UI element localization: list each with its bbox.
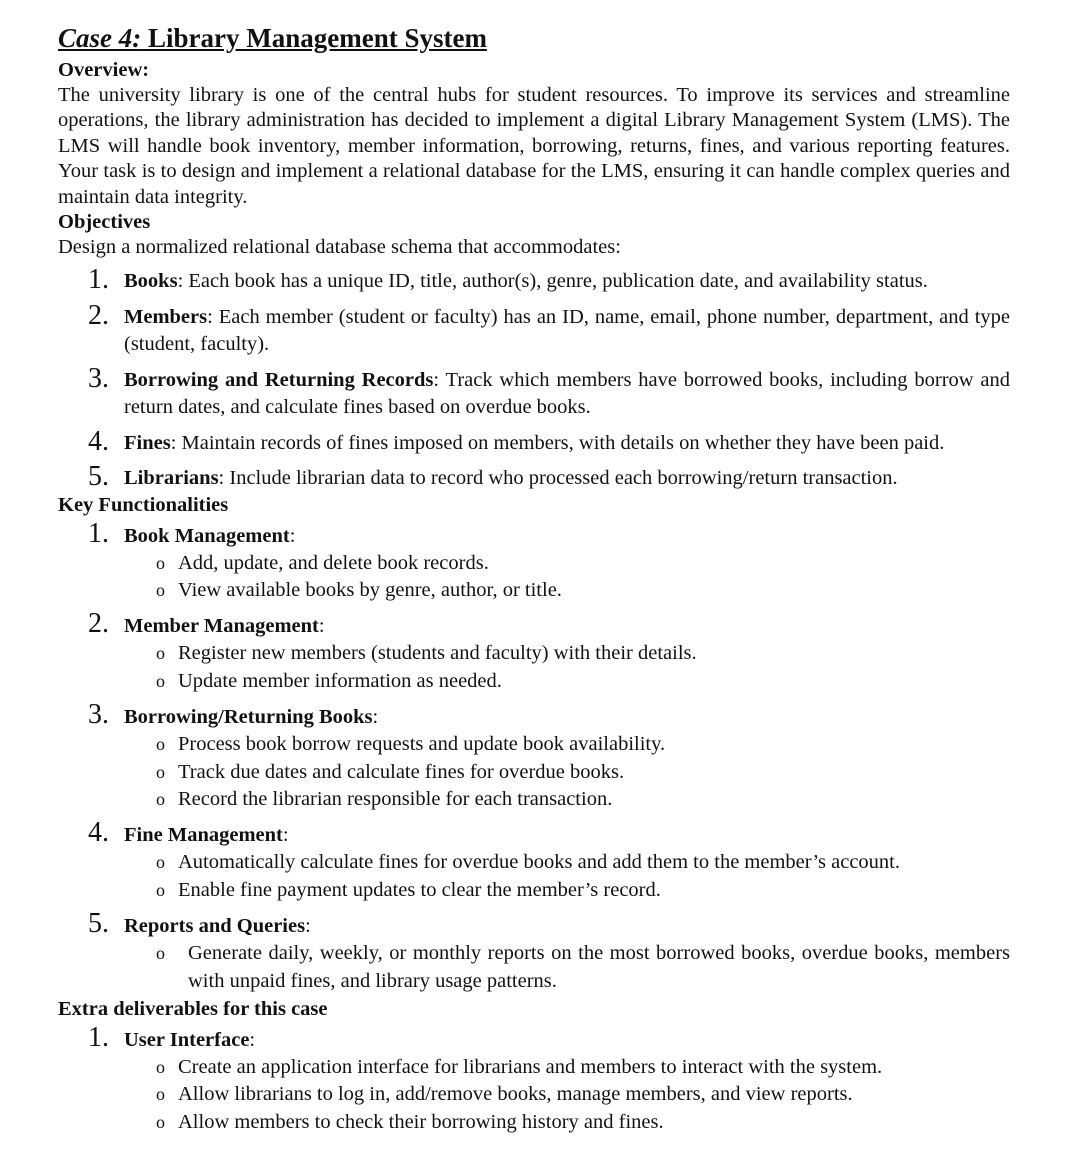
sub-item: [58, 759, 1010, 786]
sub-item-text: Automatically calculate fines for overdue books and add them to the member’s account.: [178, 851, 901, 874]
functionality-sublist: [58, 640, 1010, 695]
objective-text: : Each book has a unique ID, title, author(s), genre, publication date, and availability status.: [177, 270, 928, 293]
sub-item: [58, 668, 1010, 695]
objective-number: 3.: [88, 362, 109, 394]
functionality-colon: :: [289, 524, 296, 547]
sub-item: [58, 1054, 1010, 1081]
functionality-sublist: [58, 849, 1010, 904]
functionality-item: [58, 699, 1010, 813]
extra-term: User Interface: [124, 1029, 250, 1051]
functionality-sublist: [58, 550, 1010, 605]
sub-item-text: Register new members (students and faculty) with their details.: [178, 642, 697, 665]
circle-bullet-icon: o: [156, 670, 165, 691]
circle-bullet-icon: o: [156, 1057, 165, 1077]
sub-item: [58, 1081, 1010, 1108]
sub-item: [58, 731, 1010, 758]
objectives-heading: Objectives: [58, 211, 151, 234]
extras-list: [58, 1022, 1010, 1136]
functionality-term: Book Management: [124, 524, 290, 547]
functionality-colon: :: [282, 824, 289, 847]
circle-bullet-icon: o: [156, 734, 165, 755]
functionality-colon: :: [318, 615, 325, 638]
sub-item: [58, 640, 1010, 667]
functionality-sublist: [58, 940, 1010, 995]
sub-item-text: Enable fine payment updates to clear the member’s record.: [178, 878, 661, 901]
page-title: [58, 18, 1010, 58]
objective-term: Fines: [124, 431, 171, 454]
sub-item-text: Allow librarians to log in, add/remove books, manage members, and view reports.: [178, 1083, 853, 1106]
sub-item: [58, 849, 1010, 876]
key-functionalities-heading: Key Functionalities: [58, 493, 229, 516]
circle-bullet-icon: o: [156, 552, 165, 573]
functionalities-list: [58, 517, 1010, 995]
extra-colon: :: [249, 1029, 256, 1051]
sub-item: [58, 786, 1010, 813]
objective-term: Members: [124, 305, 208, 328]
objective-number: 4.: [88, 425, 109, 457]
sub-item: [58, 877, 1010, 904]
circle-bullet-icon: o: [156, 761, 165, 782]
objective-text: : Include librarian data to record who processed each borrowing/return transaction.: [218, 467, 898, 490]
functionality-colon: :: [305, 915, 311, 938]
objective-item: [58, 264, 1010, 296]
functionality-item: [58, 608, 1010, 695]
functionality-sublist: [58, 731, 1010, 813]
functionality-item: [58, 817, 1010, 904]
sub-item-text: Update member information as needed.: [178, 669, 502, 692]
functionality-item: [58, 908, 1010, 995]
objectives-list: [58, 264, 1010, 493]
objective-text: : Each member (student or faculty) has an ID, name, email, phone number, department, and type (student, faculty).: [124, 305, 1010, 356]
sub-item-text: View available books by genre, author, or title.: [178, 578, 562, 601]
circle-bullet-icon: o: [156, 943, 165, 964]
functionality-number: 4.: [88, 817, 109, 849]
objectives-intro: Design a normalized relational database schema that accommodates:: [58, 236, 621, 259]
sub-item: [58, 577, 1010, 604]
functionality-number: 2.: [88, 608, 109, 640]
functionality-term: Fine Management: [124, 824, 283, 847]
sub-item-text: Process book borrow requests and update book availability.: [178, 733, 666, 756]
sub-item-text: Generate daily, weekly, or monthly reports on the most borrowed books, overdue books, members with unpaid fines, and library usage patterns.: [188, 942, 1010, 992]
objective-item: [58, 299, 1010, 359]
objective-term: Books: [124, 270, 178, 293]
circle-bullet-icon: o: [156, 852, 165, 873]
sub-item: [58, 550, 1010, 577]
objective-item: [58, 425, 1010, 458]
functionality-number: 1.: [88, 517, 109, 549]
circle-bullet-icon: o: [156, 1111, 165, 1132]
sub-item: [58, 1109, 1010, 1136]
objective-term: Borrowing and Returning Records: [124, 368, 434, 391]
objective-item: [58, 461, 1010, 493]
objective-number: 1.: [88, 264, 109, 296]
circle-bullet-icon: o: [156, 879, 165, 900]
circle-bullet-icon: o: [156, 1084, 165, 1105]
functionality-number: 3.: [88, 699, 109, 731]
sub-item-text: Create an application interface for librarians and members to interact with the system.: [178, 1056, 883, 1078]
case-title: Library Management System: [148, 23, 487, 53]
document-page: [58, 18, 1010, 1136]
functionality-term: Member Management: [124, 615, 319, 638]
objective-term: Librarians: [124, 467, 219, 490]
sub-item: [58, 940, 1010, 995]
extra-sublist: [58, 1054, 1010, 1136]
objective-number: 2.: [88, 299, 109, 331]
extra-item: [58, 1022, 1010, 1136]
circle-bullet-icon: o: [156, 579, 165, 600]
circle-bullet-icon: o: [156, 643, 165, 664]
sub-item-text: Record the librarian responsible for each transaction.: [178, 787, 613, 810]
case-label: Case 4:: [58, 23, 142, 53]
extra-number: 1.: [88, 1022, 109, 1053]
overview-paragraph: The university library is one of the central hubs for student resources. To improve its services and streamline operations, the library administration has decided to implement a digital Library Management System (LMS). The LMS will handle book inventory, member information, borrowing, returns, fines, and various reporting features. Your task is to design and implement a relational database for the LMS, ensuring it can handle complex queries and maintain data integrity.: [58, 84, 1010, 208]
functionality-colon: :: [372, 706, 379, 729]
sub-item-text: Track due dates and calculate fines for overdue books.: [178, 760, 625, 783]
circle-bullet-icon: o: [156, 788, 165, 809]
overview-heading: Overview:: [58, 59, 150, 81]
functionality-item: [58, 517, 1010, 605]
extra-deliverables-heading: Extra deliverables for this case: [58, 998, 328, 1020]
functionality-term: Borrowing/Returning Books: [124, 706, 373, 729]
objective-item: [58, 362, 1010, 422]
functionality-term: Reports and Queries: [124, 915, 306, 938]
objective-number: 5.: [88, 461, 109, 493]
objective-text: : Maintain records of fines imposed on members, with details on whether they have been paid.: [170, 431, 945, 454]
functionality-number: 5.: [88, 908, 109, 940]
sub-item-text: Allow members to check their borrowing history and fines.: [178, 1110, 664, 1133]
objective-text: : Track which members have borrowed books, including borrow and return dates, and calculate fines based on overdue books.: [124, 368, 1010, 419]
sub-item-text: Add, update, and delete book records.: [178, 551, 489, 574]
